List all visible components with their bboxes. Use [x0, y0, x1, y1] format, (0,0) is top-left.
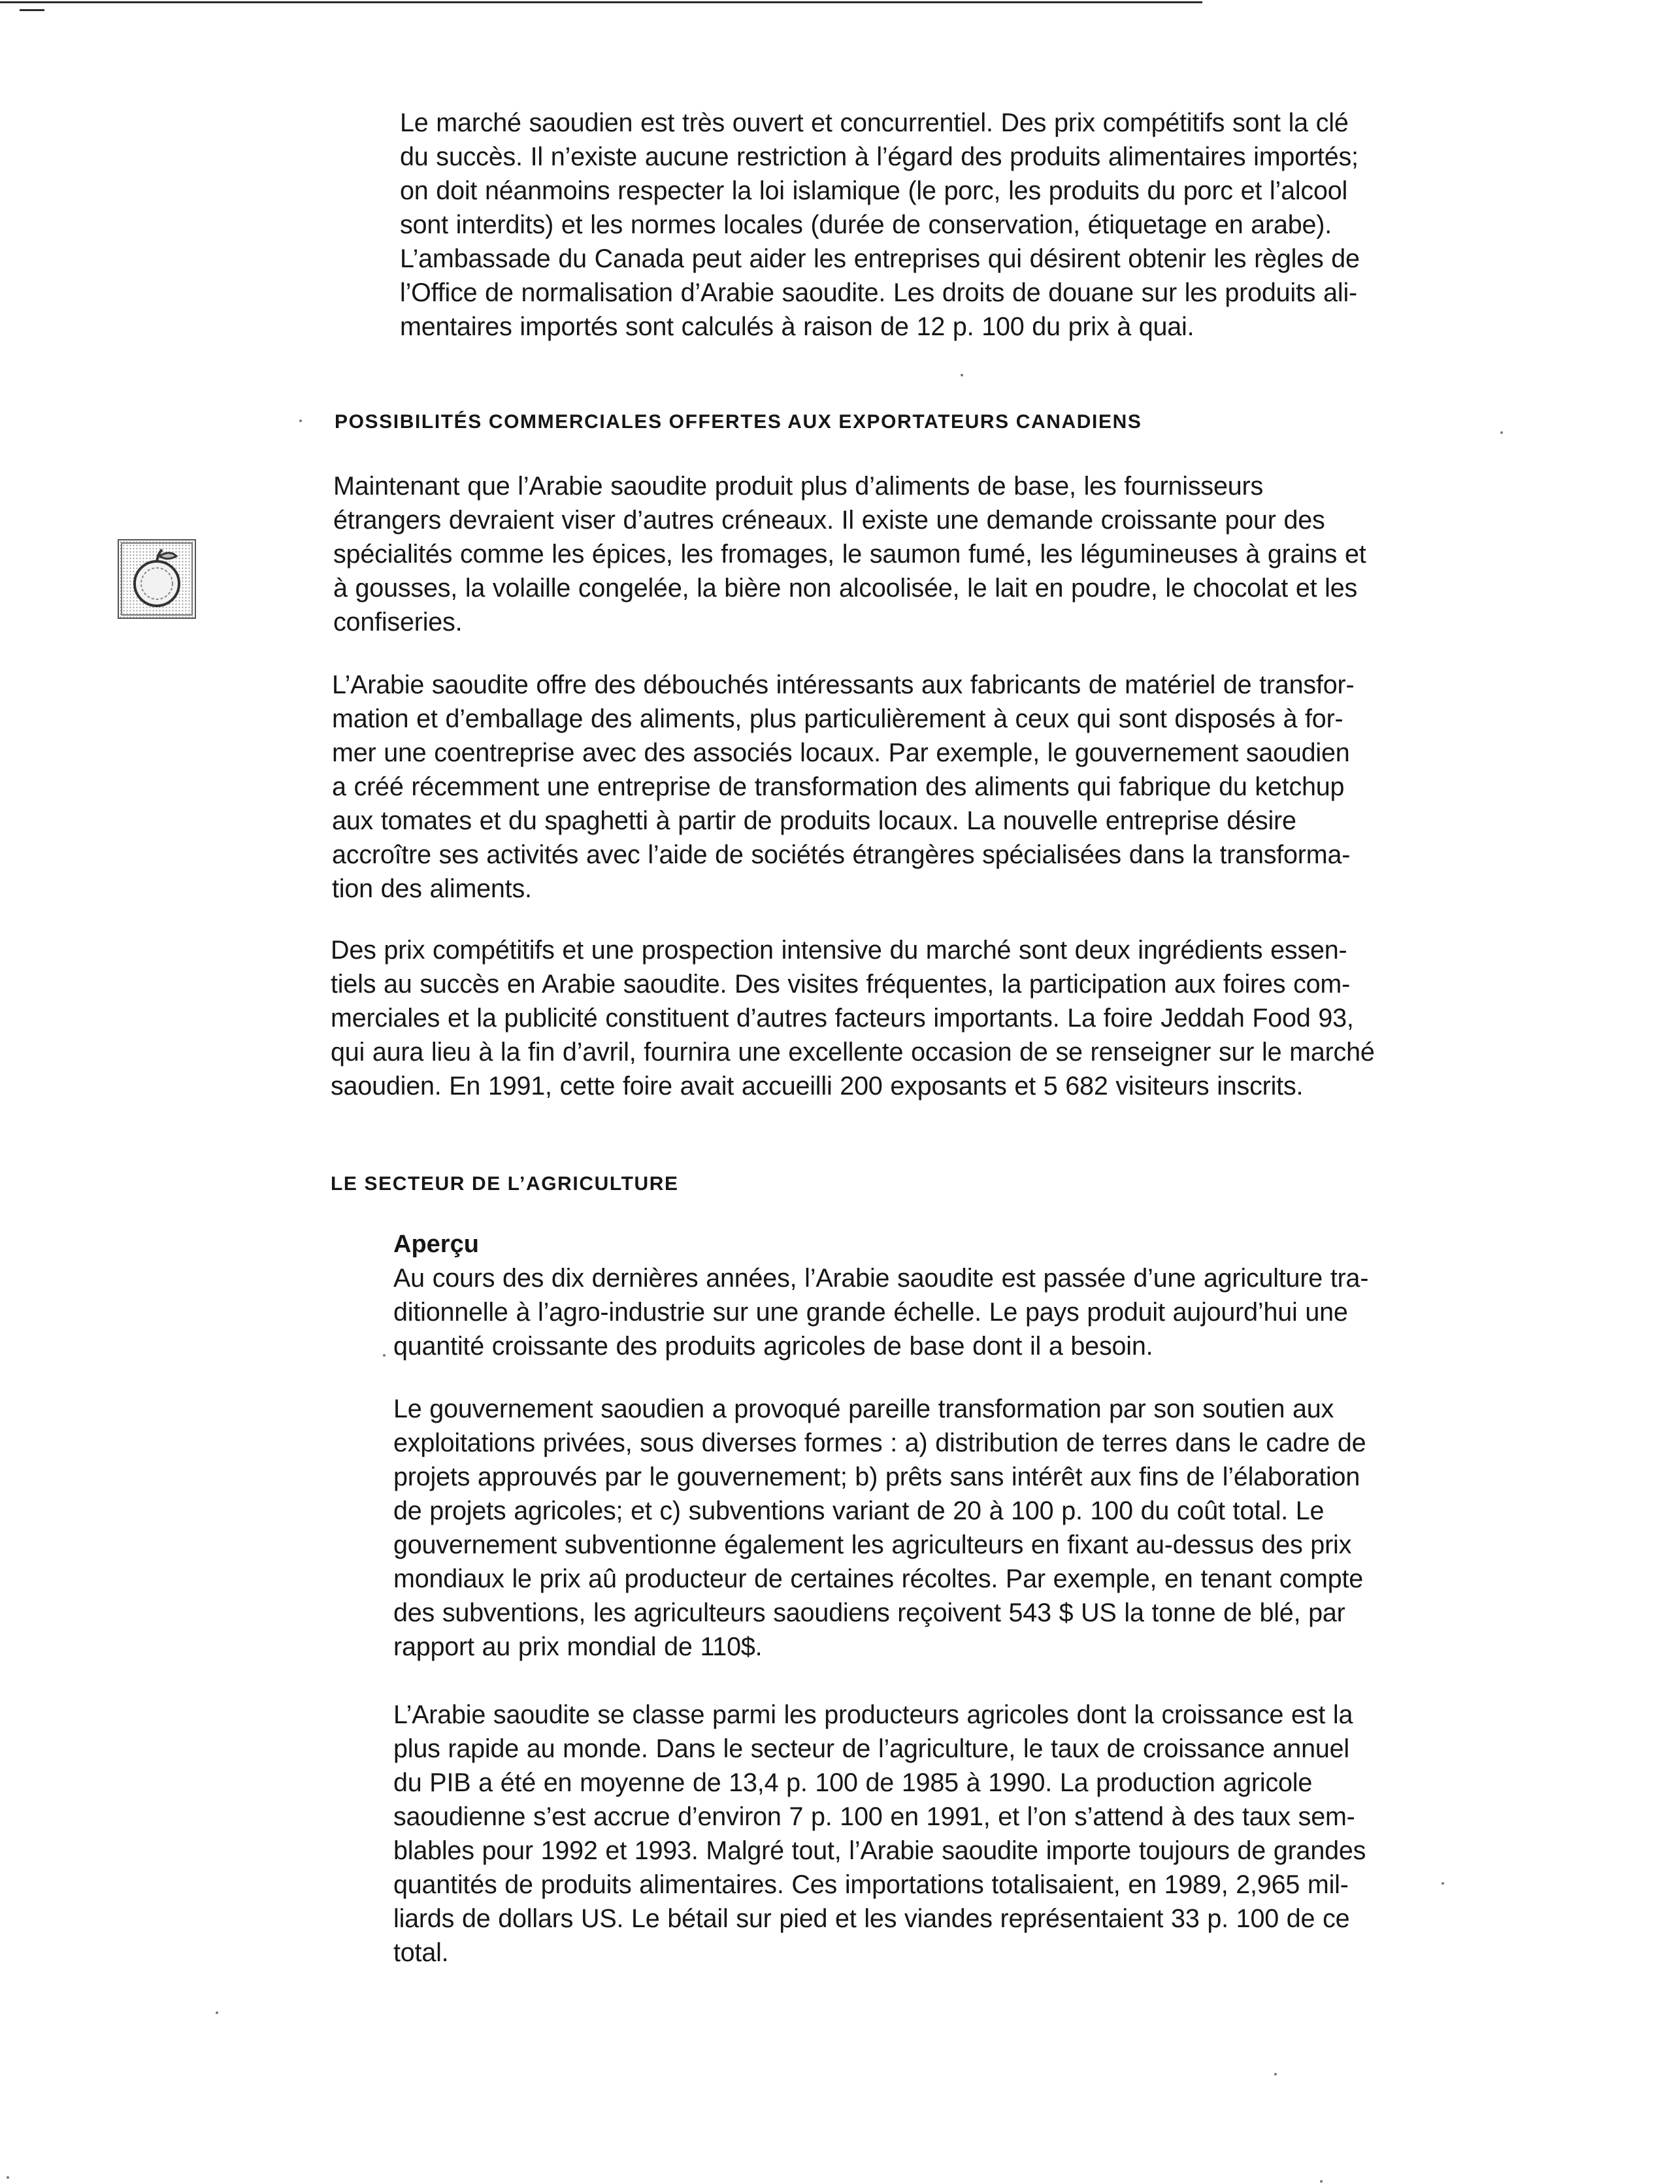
text-line: plus rapide au monde. Dans le secteur de l’agriculture, le taux de croissance annuel: [393, 1734, 1349, 1763]
top-rule: [0, 1, 1202, 3]
text-line: saoudien. En 1991, cette foire avait accueilli 200 exposants et 5 682 visiteurs inscrits.: [331, 1072, 1304, 1100]
text-line: gouvernement subventionne également les agriculteurs en fixant au-dessus des prix: [393, 1530, 1352, 1559]
intro-paragraph: [400, 106, 1360, 344]
text-line: de projets agricoles; et c) subventions variant de 20 à 100 p. 100 du coût total. Le: [393, 1497, 1325, 1525]
paragraph: [393, 1392, 1366, 1664]
text-line: on doit néanmoins respecter la loi islamique (le porc, les produits du porc et l’alcool: [400, 176, 1348, 205]
scan-speck: [383, 1354, 386, 1357]
section-heading-opportunities: POSSIBILITÉS COMMERCIALES OFFERTES AUX EXPORTATEURS CANADIENS: [335, 411, 1142, 433]
text-line: Le marché saoudien est très ouvert et concurrentiel. Des prix compétitifs sont la clé: [400, 108, 1349, 137]
text-line: Des prix compétitifs et une prospection intensive du marché sont deux ingrédients essen-: [331, 936, 1347, 965]
scan-speck: [1274, 2073, 1277, 2076]
text-line: quantité croissante des produits agricoles de base dont il a besoin.: [393, 1332, 1153, 1361]
text-line: tion des aliments.: [332, 874, 532, 903]
scan-speck: [1320, 2180, 1323, 2183]
text-line: Le gouvernement saoudien a provoqué pareille transformation par son soutien aux: [393, 1395, 1334, 1423]
text-line: blables pour 1992 et 1993. Malgré tout, l’Arabie saoudite importe toujours de grandes: [393, 1836, 1366, 1865]
scan-speck: [216, 2011, 218, 2014]
section-heading-agriculture: LE SECTEUR DE L’AGRICULTURE: [331, 1173, 679, 1195]
text-line: sont interdits) et les normes locales (durée de conservation, étiquetage en arabe).: [400, 210, 1332, 239]
text-line: L’Arabie saoudite offre des débouchés intéressants aux fabricants de matériel de transfor-: [332, 670, 1355, 699]
text-line: à gousses, la volaille congelée, la bière non alcoolisée, le lait en poudre, le chocolat et les: [333, 574, 1358, 603]
text-line: ditionnelle à l’agro-industrie sur une grande échelle. Le pays produit aujourd’hui une: [393, 1298, 1348, 1327]
text-line: liards de dollars US. Le bétail sur pied et les viandes représentaient 33 p. 100 de ce: [393, 1904, 1350, 1933]
text-line: rapport au prix mondial de 110$.: [393, 1632, 763, 1661]
text-line: du succès. Il n’existe aucune restriction à l’égard des produits alimentaires importés;: [400, 142, 1359, 171]
text-line: du PIB a été en moyenne de 13,4 p. 100 de 1985 à 1990. La production agricole: [393, 1768, 1313, 1797]
paragraph: [393, 1698, 1366, 1970]
text-line: L’ambassade du Canada peut aider les entreprises qui désirent obtenir les règles de: [400, 244, 1360, 273]
text-line: accroître ses activités avec l’aide de sociétés étrangères spécialisées dans la transforma-: [332, 840, 1351, 869]
top-mark: [20, 9, 44, 11]
text-line: qui aura lieu à la fin d’avril, fournira une excellente occasion de se renseigner sur le marché: [331, 1038, 1375, 1067]
text-line: quantités de produits alimentaires. Ces importations totalisaient, en 1989, 2,965 mil-: [393, 1870, 1349, 1899]
text-line: tiels au succès en Arabie saoudite. Des visites fréquentes, la participation aux foires com-: [331, 970, 1351, 999]
text-line: Au cours des dix dernières années, l’Arabie saoudite est passée d’une agriculture tra-: [393, 1264, 1369, 1293]
text-line: mondiaux le prix aû producteur de certaines récoltes. Par exemple, en tenant compte: [393, 1564, 1364, 1593]
text-line: a créé récemment une entreprise de transformation des aliments qui fabrique du ketchup: [332, 772, 1345, 801]
text-line: confiseries.: [333, 608, 463, 637]
text-line: L’Arabie saoudite se classe parmi les producteurs agricoles dont la croissance est la: [393, 1700, 1353, 1729]
fruit-icon: [118, 539, 196, 619]
paragraph: [331, 933, 1375, 1103]
text-line: étrangers devraient viser d’autres créneaux. Il existe une demande croissante pour des: [333, 506, 1325, 535]
text-line: spécialités comme les épices, les fromages, le saumon fumé, les légumineuses à grains et: [333, 540, 1366, 569]
text-line: merciales et la publicité constituent d’autres facteurs importants. La foire Jeddah Food 93,: [331, 1004, 1354, 1033]
paragraph: [393, 1261, 1368, 1363]
text-line: exploitations privées, sous diverses formes : a) distribution de terres dans le cadre de: [393, 1429, 1366, 1457]
scan-speck: [1500, 431, 1503, 434]
paragraph: [333, 469, 1366, 639]
text-line: mentaires importés sont calculés à raison de 12 p. 100 du prix à quai.: [400, 312, 1194, 341]
text-line: l’Office de normalisation d’Arabie saoudite. Les droits de douane sur les produits ali-: [400, 278, 1357, 307]
text-line: total.: [393, 1938, 449, 1967]
text-line: mation et d’emballage des aliments, plus particulièrement à ceux qui sont disposés à for-: [332, 704, 1343, 733]
text-line: mer une coentreprise avec des associés locaux. Par exemple, le gouvernement saoudien: [332, 738, 1350, 767]
scan-speck: [961, 374, 963, 376]
text-line: des subventions, les agriculteurs saoudiens reçoivent 543 $ US la tonne de blé, par: [393, 1598, 1345, 1627]
text-line: Maintenant que l’Arabie saoudite produit plus d’aliments de base, les fournisseurs: [333, 472, 1264, 501]
fruit-icon-graphic: [119, 540, 195, 618]
text-line: aux tomates et du spaghetti à partir de produits locaux. La nouvelle entreprise désire: [332, 806, 1296, 835]
scan-speck: [1441, 1882, 1444, 1885]
scan-speck: [7, 2176, 9, 2179]
text-line: projets approuvés par le gouvernement; b) prêts sans intérêt aux fins de l’élaboration: [393, 1463, 1360, 1491]
paragraph: [332, 668, 1354, 906]
scan-speck: [299, 420, 302, 422]
subheading-overview: Aperçu: [393, 1231, 479, 1258]
text-line: saoudienne s’est accrue d’environ 7 p. 100 en 1991, et l’on s’attend à des taux sem-: [393, 1802, 1355, 1831]
